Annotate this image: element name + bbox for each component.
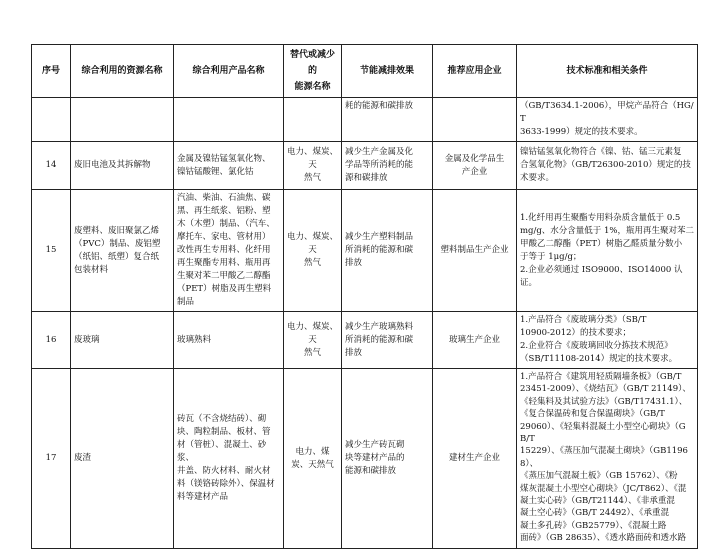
cell-seq: 17 xyxy=(32,369,71,549)
cell-effect: 减少生产塑料制品 所消耗的能源和碳 排放 xyxy=(342,190,433,312)
table-row xyxy=(32,142,698,190)
cell-seq xyxy=(32,98,71,142)
cell-energy: 电力、煤炭、天 然气 xyxy=(284,190,342,312)
cell-enterprise: 玻璃生产企业 xyxy=(433,312,517,369)
cell-standard: 1.化纤用再生聚酯专用料杂质含量低于 0.5 mg/g、水分含量低于 1%，瓶用再生聚对苯二 甲酸乙二醇酯（PET）树脂乙醛质量分数小 于等于 1μg/g； 2.企业必须通过 ISO9000、ISO14000 认证。 xyxy=(517,190,698,312)
cell-effect: 耗的能源和碳排放 xyxy=(342,98,433,142)
header-energy: 替代或减少的 能源名称 xyxy=(284,45,342,98)
cell-energy: 电力、煤炭、天 然气 xyxy=(284,312,342,369)
cell-product xyxy=(174,98,284,142)
header-product: 综合利用产品名称 xyxy=(174,45,284,98)
cell-resource xyxy=(71,98,174,142)
header-effect: 节能减排效果 xyxy=(342,45,433,98)
resource-utilization-table xyxy=(31,44,698,549)
cell-seq: 15 xyxy=(32,190,71,312)
table-row xyxy=(32,312,698,369)
table-row xyxy=(32,98,698,142)
cell-energy: 电力、煤炭、天 然气 xyxy=(284,142,342,190)
table-row xyxy=(32,190,698,312)
cell-resource: 废渣 xyxy=(71,369,174,549)
cell-effect: 减少生产砖瓦砌 块等建材产品的 能源和碳排放 xyxy=(342,369,433,549)
header-resource: 综合利用的资源名称 xyxy=(71,45,174,98)
cell-product: 金属及镍钴锰氢氧化物、 镍钴锰酸锂、氯化钴 xyxy=(174,142,284,190)
header-seq: 序号 xyxy=(32,45,71,98)
cell-seq: 16 xyxy=(32,312,71,369)
cell-product: 玻璃熟料 xyxy=(174,312,284,369)
cell-resource: 废玻璃 xyxy=(71,312,174,369)
cell-product: 汽油、柴油、石油焦、碳 黑、再生纸浆、铝粉、塑 木（木塑）制品、（汽车、 摩托车、家电、管材用） 改性再生专用料、化纤用 再生聚酯专用料、瓶用再 生聚对苯二甲酸乙二醇酯 （PET）树脂及再生塑料 制品 xyxy=(174,190,284,312)
cell-standard: 1.产品符合《废玻璃分类》（SB/T 10900-2012）的技术要求； 2.企业符合《废玻璃回收分拣技术规范》 （SB/T11108-2014）规定的技术要求。 xyxy=(517,312,698,369)
cell-resource: 废旧电池及其拆解物 xyxy=(71,142,174,190)
table-row xyxy=(32,369,698,549)
cell-energy xyxy=(284,98,342,142)
cell-standard: 1.产品符合《建筑用轻质隔墙条板》（GB/T 23451-2009）、《烧结瓦》（GB/T 21149）、 《轻集料及其试验方法》（GB/T17431.1）、 《复合保温砖和复合保温砌块》（GB/T 29060）、《轻集料混凝土小型空心砌块》（GB/T 15229）、《蒸压加气混凝土砌块》（GB11968）、 《蒸压加气混凝土板》（GB 15762）、《粉 煤灰混凝土小型空心砌块》（JC/T862）、《混 凝土实心砖》（GB/T21144）、《非承重混 凝土空心砖》（GB/T 24492）、《承重混 凝土多孔砖》（GB25779）、《混凝土路 面砖》（GB 28635）、《透水路面砖和透水路 xyxy=(517,369,698,549)
cell-product: 砖瓦（不含烧结砖）、砌 块、陶粒制品、板材、管 材（管桩）、混凝土、砂浆、 井盖、防火材料、耐火材 料（镁铬砖除外）、保温材 料等建材产品 xyxy=(174,369,284,549)
cell-enterprise: 建材生产企业 xyxy=(433,369,517,549)
header-row xyxy=(32,45,698,98)
cell-resource: 废塑料、废旧聚氯乙烯 （PVC）制品、废铝塑 （纸铝、纸塑）复合纸 包装材料 xyxy=(71,190,174,312)
cell-enterprise: 塑料制品生产企业 xyxy=(433,190,517,312)
cell-standard: （GB/T3634.1-2006），甲烷产品符合（HG/T 3633-1999）规定的技术要求。 xyxy=(517,98,698,142)
cell-energy: 电力、煤 炭、天然气 xyxy=(284,369,342,549)
header-standard: 技术标准和相关条件 xyxy=(517,45,698,98)
cell-standard: 镍钴锰氢氧化物符合《镍、钴、锰三元素复 合氢氧化物》（GB/T26300-2010）规定的技 术要求。 xyxy=(517,142,698,190)
cell-seq: 14 xyxy=(32,142,71,190)
cell-enterprise xyxy=(433,98,517,142)
cell-effect: 减少生产玻璃熟料 所消耗的能源和碳 排放 xyxy=(342,312,433,369)
cell-enterprise: 金属及化学品生 产企业 xyxy=(433,142,517,190)
header-enterprise: 推荐应用企业 xyxy=(433,45,517,98)
cell-effect: 减少生产金属及化 学品等所消耗的能 源和碳排放 xyxy=(342,142,433,190)
